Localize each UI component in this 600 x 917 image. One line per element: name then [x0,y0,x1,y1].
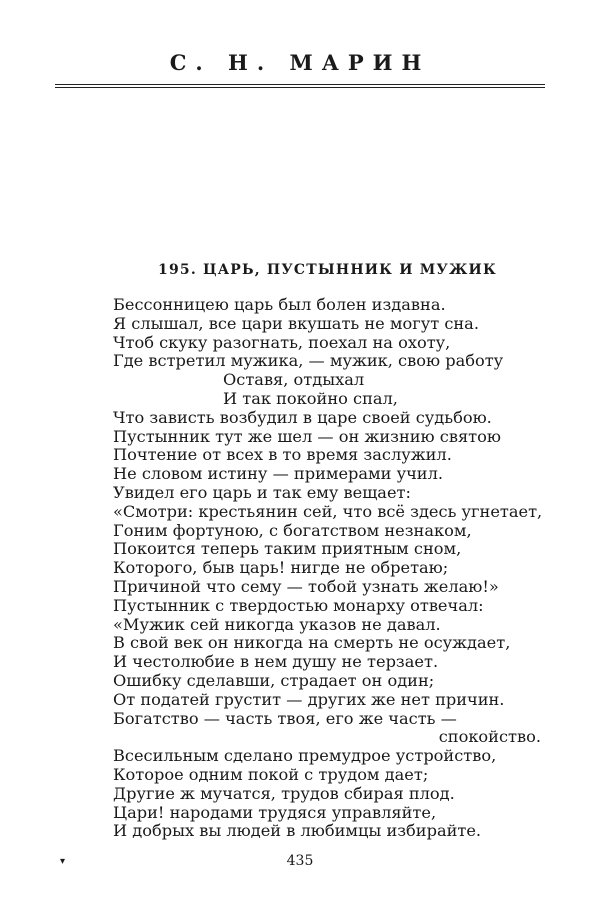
poem-line: Оставя, отдыхал [223,370,365,390]
poem-line: Что зависть возбудил в царе своей судьбою. [113,407,492,427]
poem-line: «Смотри: крестьянин сей, что всё здесь угнетает, [113,501,543,521]
poem-line: Ошибку сделавши, страдает он один; [113,670,435,690]
poem-line: «Мужик сей никогда указов не давал. [113,614,441,634]
poem-line: Где встретил мужика, — мужик, свою работу [113,351,504,371]
poem-title: 195. ЦАРЬ, ПУСТЫННИК И МУЖИК [158,262,497,278]
poem-line: Цари! народами трудяся управляйте, [113,802,437,822]
poem-line-continuation: спокойство. [438,727,541,747]
poem-line: Пустынник тут же шел — он жизнию святою [113,426,501,446]
poem-line: И так покойно спал, [223,388,398,408]
poem-line: Которого, быв царь! нигде не обретаю; [113,558,449,578]
printer-mark: ▾ [60,856,66,867]
poem-line: Покоится теперь таким приятным сном, [113,539,462,559]
poem-line: От податей грустит — других же нет причин. [113,689,505,709]
header-rule [55,84,545,88]
poem-body [113,296,553,841]
poem-line: Почтение от всех в то время заслужил. [113,445,452,465]
running-head: С. Н. МАРИН [169,50,431,75]
page-number: 435 [286,853,314,869]
poem-line: Я слышал, все цари вкушать не могут сна. [113,313,479,333]
poem-line: И честолюбие в нем душу не терзает. [113,652,439,672]
poem-line: Бессонницею царь был болен издавна. [113,295,446,314]
poem-line: Причиной что сему — тобой узнать желаю!» [113,576,499,596]
poem-line: Не словом истину — примерами учил. [113,464,444,484]
poem-line: В свой век он никогда на смерть не осуждает, [113,633,511,653]
poem-line: Которое одним покой с трудом дает; [113,764,429,784]
poem-line: Пустынник с твердостью монарху отвечал: [113,595,484,615]
poem-line: Чтоб скуку разогнать, поехал на охоту, [113,332,451,352]
poem-line: И добрых вы людей в любимцы избирайте. [113,821,482,841]
poem-line: Всесильным сделано премудрое устройство, [113,746,497,766]
poem-line: Богатство — часть твоя, его же часть — [113,708,457,728]
poem-line: Увидел его царь и так ему вещает: [113,482,411,502]
poem-line: Другие ж мучатся, трудов сбирая плод. [113,783,455,803]
poem-line: Гоним фортуною, с богатством незнаком, [113,520,472,540]
